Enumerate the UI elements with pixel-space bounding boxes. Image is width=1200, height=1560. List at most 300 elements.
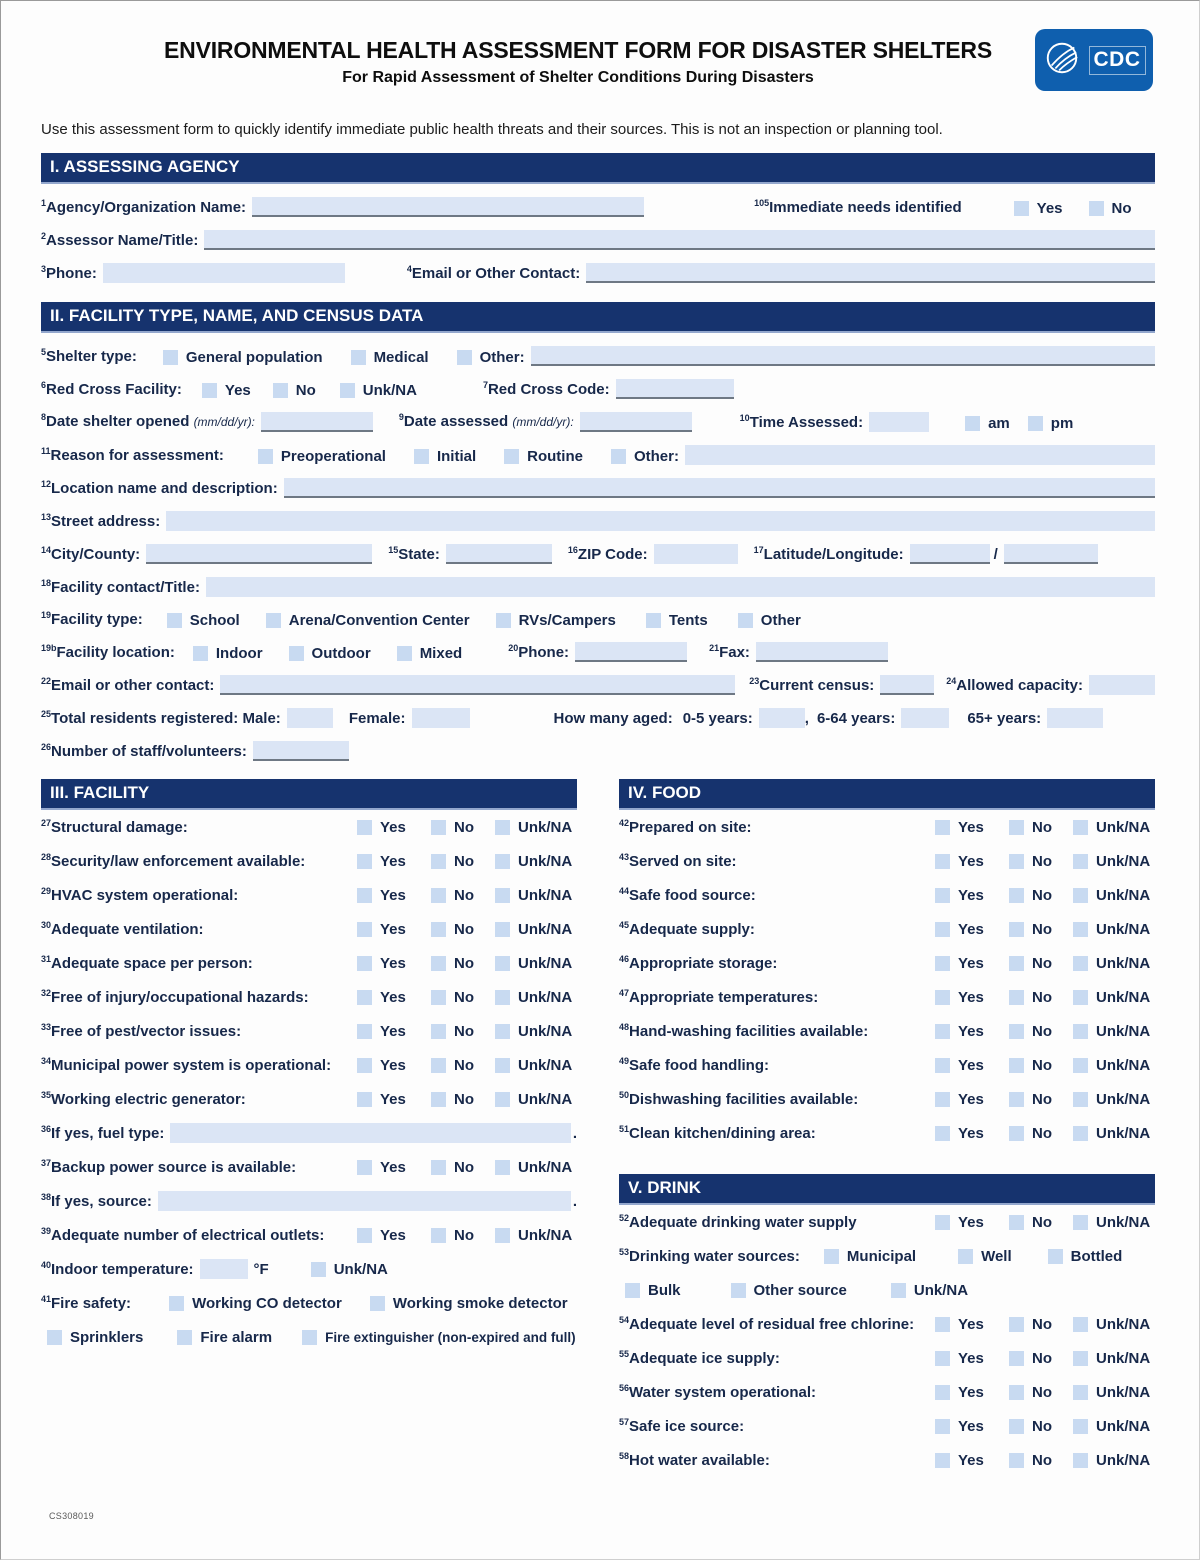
checkbox-unk-na[interactable] (495, 922, 510, 937)
checkbox-yes[interactable] (935, 888, 950, 903)
checkbox-sprinklers[interactable] (47, 1330, 62, 1345)
option-label: No (1032, 852, 1052, 870)
checkbox-unk-na[interactable] (1073, 1215, 1088, 1230)
checkbox-unk-na[interactable] (1073, 1419, 1088, 1434)
answer-options (935, 819, 1155, 836)
facility-contact-label: $^{18}$Facility contact/Title: (41, 578, 200, 596)
checkbox-municipal[interactable] (824, 1249, 839, 1264)
checkbox-yes[interactable] (935, 1058, 950, 1073)
checkbox-no[interactable] (1009, 1058, 1024, 1073)
city-county-field[interactable] (146, 544, 372, 564)
option-label: No (454, 1056, 474, 1074)
checkbox-no[interactable] (431, 1092, 446, 1107)
checkbox-yes[interactable] (357, 1058, 372, 1073)
checkbox-no[interactable] (1009, 1092, 1024, 1107)
checkbox-smoke-detector[interactable] (370, 1296, 385, 1311)
section-facility-header: III. FACILITY (41, 779, 577, 810)
current-census-field[interactable] (880, 675, 934, 695)
checkbox-temp-unk[interactable] (311, 1262, 326, 1277)
question-row (619, 1116, 1155, 1150)
row-staff (41, 741, 1155, 761)
checkbox-no[interactable] (431, 922, 446, 937)
checkbox-unk-na[interactable] (495, 1024, 510, 1039)
phone-label: $^3$Phone: (41, 264, 97, 282)
option-label: Unk/NA (1096, 988, 1151, 1006)
cdc-logo (1035, 29, 1153, 91)
checkbox-bottled[interactable] (1048, 1249, 1063, 1264)
checkbox-yes[interactable] (357, 1228, 372, 1243)
question-label: $^{30}$Adequate ventilation: (41, 919, 204, 938)
option-label: Yes (380, 886, 406, 904)
option-label: pm (1050, 415, 1074, 432)
option-label: Yes (958, 886, 984, 904)
checkbox-no[interactable] (431, 1058, 446, 1073)
checkbox-unk-na[interactable] (1073, 922, 1088, 937)
fire-safety-label: $^{41}$Fire safety: (41, 1293, 132, 1312)
allowed-capacity-label: $^{24}$Allowed capacity: (946, 676, 1083, 694)
question-label: $^{39}$Adequate number of electrical outlets: (41, 1225, 325, 1244)
food-questions (619, 810, 1155, 1150)
answer-options (357, 1057, 577, 1074)
question-label: $^{51}$Clean kitchen/dining area: (619, 1123, 816, 1142)
option-label: School (189, 612, 240, 629)
checkbox-fire-alarm[interactable] (177, 1330, 192, 1345)
checkbox-other-source[interactable] (731, 1283, 746, 1298)
allowed-capacity-field[interactable] (1089, 675, 1155, 695)
question-row (41, 1218, 577, 1252)
email-field[interactable] (586, 263, 1155, 283)
option-label: Yes (380, 818, 406, 836)
checkbox-unk-na[interactable] (1073, 1024, 1088, 1039)
checkbox-preoperational[interactable] (258, 449, 273, 464)
question-row (619, 1082, 1155, 1116)
checkbox-unk-na[interactable] (495, 1058, 510, 1073)
question-label: $^{32}$Free of injury/occupational hazards: (41, 987, 309, 1006)
checkbox-tents[interactable] (646, 613, 661, 628)
time-assessed-field[interactable] (869, 412, 929, 432)
checkbox-co-detector[interactable] (169, 1296, 184, 1311)
checkbox-no[interactable] (1009, 1385, 1024, 1400)
answer-options (357, 1227, 577, 1244)
answer-options (935, 887, 1155, 904)
checkbox-yes[interactable] (935, 922, 950, 937)
question-row (41, 912, 577, 946)
checkbox-no[interactable] (431, 1160, 446, 1175)
checkbox-yes[interactable] (935, 956, 950, 971)
checkbox-unk-na[interactable] (1073, 956, 1088, 971)
age-separator: , (804, 710, 809, 727)
option-label: Yes (958, 1022, 984, 1040)
checkbox-no[interactable] (431, 854, 446, 869)
checkbox-pm[interactable] (1028, 416, 1043, 431)
option-label: No (1032, 920, 1052, 938)
option-label: Yes (958, 1417, 984, 1435)
zip-field[interactable] (654, 544, 738, 564)
checkbox-no[interactable] (1009, 1126, 1024, 1141)
answer-options (357, 1023, 577, 1040)
question-label: $^{29}$HVAC system operational: (41, 885, 239, 904)
checkbox-arena[interactable] (266, 613, 281, 628)
option-label: Indoor (215, 645, 263, 662)
option-label: Municipal (846, 1247, 917, 1265)
facility-location-label: $^{19b}$Facility location: (41, 643, 175, 661)
checkbox-reason-other[interactable] (611, 449, 626, 464)
checkbox-no[interactable] (1009, 888, 1024, 903)
checkbox-no[interactable] (1009, 1453, 1024, 1468)
answer-options (357, 989, 577, 1006)
checkbox-yes[interactable] (935, 1092, 950, 1107)
reason-label: $^{11}$Reason for assessment: (41, 446, 224, 464)
red-cross-code-field[interactable] (616, 379, 734, 399)
age-0-5-label: 0-5 years: (682, 710, 753, 727)
street-address-field[interactable] (166, 511, 1155, 531)
publication-code: CS308019 (49, 1511, 94, 1521)
checkbox-unk-na[interactable] (495, 820, 510, 835)
checkbox-unk-na[interactable] (1073, 888, 1088, 903)
checkbox-unk-na[interactable] (1073, 1126, 1088, 1141)
question-label: $^{48}$Hand-washing facilities available: (619, 1021, 869, 1040)
checkbox-unk-na[interactable] (495, 1160, 510, 1175)
answer-options (935, 1316, 1155, 1333)
checkbox-unk-na[interactable] (1073, 854, 1088, 869)
location-name-label: $^{12}$Location name and description: (41, 479, 278, 497)
option-label: Unk/NA (1096, 1417, 1151, 1435)
question-row (619, 844, 1155, 878)
immediate-needs-label: $^{105}$Immediate needs identified (754, 198, 962, 216)
checkbox-mixed[interactable] (397, 646, 412, 661)
question-row (619, 878, 1155, 912)
question-row (41, 878, 577, 912)
question-row (619, 912, 1155, 946)
checkbox-yes[interactable] (935, 1419, 950, 1434)
option-label: Unk/NA (518, 1226, 573, 1244)
checkbox-school[interactable] (167, 613, 182, 628)
age-65-field[interactable] (1047, 708, 1103, 728)
option-label: No (1032, 1417, 1052, 1435)
checkbox-no[interactable] (431, 956, 446, 971)
option-label: Unk/NA (518, 1056, 573, 1074)
option-label: No (1032, 818, 1052, 836)
male-field[interactable] (287, 708, 333, 728)
answer-options (935, 989, 1155, 1006)
checkbox-well[interactable] (958, 1249, 973, 1264)
facility-email-field[interactable] (220, 675, 735, 695)
time-assessed-label: $^{10}$Time Assessed: (739, 413, 864, 431)
option-label: Mixed (419, 645, 463, 662)
state-label: $^{15}$State: (388, 545, 440, 563)
option-label: No (1111, 200, 1132, 217)
fax-label: $^{21}$Fax: (709, 643, 750, 661)
option-label: Unk/NA (333, 1260, 388, 1278)
option-label: Unk/NA (1096, 886, 1151, 904)
row-facility-location (41, 642, 1155, 662)
option-label: Unk/NA (518, 1158, 573, 1176)
location-name-field[interactable] (284, 478, 1155, 498)
option-label: Yes (958, 920, 984, 938)
answer-options (935, 1214, 1155, 1231)
date-assessed-field[interactable] (580, 412, 692, 432)
checkbox-no[interactable] (431, 1228, 446, 1243)
checkbox-source-unk[interactable] (891, 1283, 906, 1298)
option-label: No (1032, 1315, 1052, 1333)
fuel-type-label: $^{36}$If yes, fuel type: (41, 1123, 165, 1142)
question-row (41, 946, 577, 980)
checkbox-fire-extinguisher[interactable] (302, 1330, 317, 1345)
page-subtitle: For Rapid Assessment of Shelter Conditions During Disasters (342, 69, 814, 86)
option-label: Well (981, 1247, 1012, 1265)
question-label: $^{34}$Municipal power system is operational: (41, 1055, 332, 1074)
period: . (572, 1124, 577, 1142)
question-label: $^{57}$Safe ice source: (619, 1416, 745, 1435)
question-label: $^{56}$Water system operational: (619, 1382, 817, 1401)
checkbox-yes[interactable] (935, 990, 950, 1005)
title-block (41, 27, 1155, 87)
checkbox-unk-na[interactable] (1073, 1092, 1088, 1107)
question-label: $^{27}$Structural damage: (41, 817, 188, 836)
red-cross-facility-label: $^6$Red Cross Facility: (41, 380, 182, 398)
question-label: $^{43}$Served on site: (619, 851, 737, 870)
checkbox-no[interactable] (1009, 1215, 1024, 1230)
checkbox-unk-na[interactable] (495, 990, 510, 1005)
food-drink-column (619, 769, 1155, 1477)
option-label: Unk/NA (518, 852, 573, 870)
checkbox-am[interactable] (965, 416, 980, 431)
checkbox-unk-na[interactable] (1073, 1385, 1088, 1400)
checkbox-immediate-needs-yes[interactable] (1014, 201, 1029, 216)
longitude-field[interactable] (1004, 544, 1098, 564)
checkbox-initial[interactable] (414, 449, 429, 464)
checkbox-yes[interactable] (357, 854, 372, 869)
question-label: $^{55}$Adequate ice supply: (619, 1348, 780, 1367)
state-field[interactable] (446, 544, 552, 564)
option-label: Unk/NA (913, 1281, 969, 1299)
facility-phone-field[interactable] (575, 642, 687, 662)
checkbox-yes[interactable] (357, 1024, 372, 1039)
checkbox-general-population[interactable] (163, 350, 178, 365)
option-label: No (454, 818, 474, 836)
checkbox-yes[interactable] (357, 820, 372, 835)
shelter-type-other-field[interactable] (531, 346, 1155, 366)
option-label: No (454, 1022, 474, 1040)
age-6-64-label: 6-64 years: (816, 710, 896, 727)
checkbox-unk-na[interactable] (495, 854, 510, 869)
facility-column (41, 769, 577, 1354)
fax-field[interactable] (756, 642, 888, 662)
option-label: Unk/NA (1096, 1090, 1151, 1108)
checkbox-unk-na[interactable] (1073, 990, 1088, 1005)
checkbox-outdoor[interactable] (289, 646, 304, 661)
option-label: No (454, 954, 474, 972)
checkbox-unk-na[interactable] (1073, 1317, 1088, 1332)
question-label: $^{52}$Adequate drinking water supply (619, 1212, 857, 1231)
question-row (619, 1443, 1155, 1477)
checkbox-no[interactable] (1009, 820, 1024, 835)
question-label: $^{47}$Appropriate temperatures: (619, 987, 819, 1006)
checkbox-unk-na[interactable] (495, 1092, 510, 1107)
checkbox-facility-other[interactable] (738, 613, 753, 628)
option-label: Yes (958, 988, 984, 1006)
checkbox-yes[interactable] (357, 990, 372, 1005)
checkbox-no[interactable] (1009, 1024, 1024, 1039)
checkbox-redcross-unk[interactable] (340, 383, 355, 398)
question-label: $^{50}$Dishwashing facilities available: (619, 1089, 859, 1108)
checkbox-no[interactable] (431, 1024, 446, 1039)
lat-long-label: $^{17}$Latitude/Longitude: (753, 545, 904, 563)
checkbox-yes[interactable] (935, 1024, 950, 1039)
date-opened-field[interactable] (261, 412, 373, 432)
checkbox-redcross-no[interactable] (273, 383, 288, 398)
option-label: No (454, 1090, 474, 1108)
staff-field[interactable] (253, 741, 349, 761)
question-row (41, 980, 577, 1014)
question-row (619, 810, 1155, 844)
option-label: Yes (380, 852, 406, 870)
option-label: No (1032, 1124, 1052, 1142)
option-label: RVs/Campers (518, 612, 616, 629)
indoor-temp-field[interactable] (200, 1259, 248, 1279)
street-address-label: $^{13}$Street address: (41, 512, 161, 530)
checkbox-unk-na[interactable] (495, 956, 510, 971)
checkbox-yes[interactable] (935, 1453, 950, 1468)
lat-long-separator: / (993, 546, 998, 563)
option-label: Unk/NA (518, 886, 573, 904)
option-label: Yes (380, 1226, 406, 1244)
checkbox-yes[interactable] (357, 922, 372, 937)
option-label: Yes (224, 382, 251, 399)
checkbox-unk-na[interactable] (1073, 1351, 1088, 1366)
checkbox-no[interactable] (431, 990, 446, 1005)
agency-name-label: $^1$Agency/Organization Name: (41, 198, 247, 216)
checkbox-no[interactable] (1009, 854, 1024, 869)
option-label: Yes (380, 1056, 406, 1074)
checkbox-redcross-yes[interactable] (202, 383, 217, 398)
option-label: Other source (753, 1281, 847, 1299)
checkbox-no[interactable] (1009, 1317, 1024, 1332)
row-indoor-temp (41, 1252, 577, 1286)
checkbox-no[interactable] (431, 888, 446, 903)
section-facility-type-header: II. FACILITY TYPE, NAME, AND CENSUS DATA (41, 302, 1155, 333)
row-fire-safety (41, 1286, 577, 1320)
checkbox-yes[interactable] (935, 1351, 950, 1366)
facility-contact-field[interactable] (206, 577, 1155, 597)
checkbox-no[interactable] (1009, 956, 1024, 971)
intro-text: Use this assessment form to quickly identify immediate public health threats and their sources. This is not an inspection or planning tool. (41, 121, 943, 138)
checkbox-immediate-needs-no[interactable] (1089, 201, 1104, 216)
question-label: $^{31}$Adequate space per person: (41, 953, 253, 972)
option-label: Tents (668, 612, 708, 629)
female-field[interactable] (412, 708, 470, 728)
fuel-type-field[interactable] (170, 1123, 570, 1143)
checkbox-yes[interactable] (935, 1317, 950, 1332)
checkbox-yes[interactable] (935, 1126, 950, 1141)
checkbox-yes[interactable] (357, 956, 372, 971)
option-label: No (454, 920, 474, 938)
checkbox-yes[interactable] (935, 1385, 950, 1400)
facility-questions-1 (41, 810, 577, 1116)
option-label: Other: (479, 349, 525, 366)
question-label: $^{45}$Adequate supply: (619, 919, 755, 938)
option-label: Medical (373, 349, 429, 366)
question-row (619, 946, 1155, 980)
checkbox-yes[interactable] (935, 820, 950, 835)
checkbox-no[interactable] (1009, 1419, 1024, 1434)
checkbox-unk-na[interactable] (495, 1228, 510, 1243)
option-label: Initial (436, 448, 477, 465)
phone2-label: $^{20}$Phone: (508, 643, 570, 661)
checkbox-bulk[interactable] (625, 1283, 640, 1298)
checkbox-shelter-other[interactable] (457, 350, 472, 365)
question-label: $^{35}$Working electric generator: (41, 1089, 246, 1108)
agency-name-field[interactable] (252, 197, 644, 217)
option-label: No (1032, 886, 1052, 904)
row-facility-contact (41, 577, 1155, 597)
checkbox-yes[interactable] (357, 1092, 372, 1107)
option-label: Yes (380, 988, 406, 1006)
option-label: Yes (958, 1315, 984, 1333)
age-6-64-field[interactable] (901, 708, 949, 728)
page-title: ENVIRONMENTAL HEALTH ASSESSMENT FORM FOR DISASTER SHELTERS (164, 37, 992, 63)
option-label: No (454, 1226, 474, 1244)
question-row (41, 844, 577, 878)
checkbox-yes[interactable] (935, 854, 950, 869)
answer-options (935, 1091, 1155, 1108)
checkbox-indoor[interactable] (193, 646, 208, 661)
question-row (619, 1014, 1155, 1048)
checkbox-no[interactable] (1009, 990, 1024, 1005)
checkbox-unk-na[interactable] (1073, 1453, 1088, 1468)
answer-options (357, 1159, 577, 1176)
option-label: No (1032, 1090, 1052, 1108)
cdc-logo-text: CDC (1089, 46, 1146, 75)
checkbox-routine[interactable] (504, 449, 519, 464)
age-0-5-field[interactable] (759, 708, 805, 728)
checkbox-no[interactable] (1009, 922, 1024, 937)
reason-other-field[interactable] (685, 445, 1155, 465)
option-label: Yes (380, 920, 406, 938)
checkbox-no[interactable] (431, 820, 446, 835)
checkbox-unk-na[interactable] (1073, 820, 1088, 835)
answer-options (935, 921, 1155, 938)
checkbox-unk-na[interactable] (1073, 1058, 1088, 1073)
indoor-temp-label: $^{40}$Indoor temperature: (41, 1259, 194, 1278)
option-label: Unk/NA (1096, 1056, 1151, 1074)
section-drink-header: V. DRINK (619, 1174, 1155, 1205)
phone-field[interactable] (103, 263, 345, 283)
question-row (41, 810, 577, 844)
backup-source-field[interactable] (158, 1191, 571, 1211)
checkbox-unk-na[interactable] (495, 888, 510, 903)
drink-questions-2 (619, 1307, 1155, 1477)
email2-label: $^{22}$Email or other contact: (41, 676, 215, 694)
option-label: Working CO detector (192, 1294, 342, 1312)
checkbox-yes[interactable] (357, 1160, 372, 1175)
checkbox-rvs-campers[interactable] (496, 613, 511, 628)
checkbox-yes[interactable] (357, 888, 372, 903)
question-row (619, 1048, 1155, 1082)
checkbox-no[interactable] (1009, 1351, 1024, 1366)
date-opened-label: $^8$Date shelter opened (mm/dd/yr): (41, 412, 255, 430)
residents-label: $^{25}$Total residents registered: Male: (41, 709, 281, 727)
facility-questions-2 (41, 1150, 577, 1184)
water-sources-label: $^{53}$Drinking water sources: (619, 1246, 800, 1265)
question-label: $^{46}$Appropriate storage: (619, 953, 778, 972)
current-census-label: $^{23}$Current census: (749, 676, 875, 694)
assessor-name-field[interactable] (204, 230, 1155, 250)
checkbox-yes[interactable] (935, 1215, 950, 1230)
latitude-field[interactable] (910, 544, 990, 564)
checkbox-medical[interactable] (351, 350, 366, 365)
option-label: Unk/NA (1096, 920, 1151, 938)
